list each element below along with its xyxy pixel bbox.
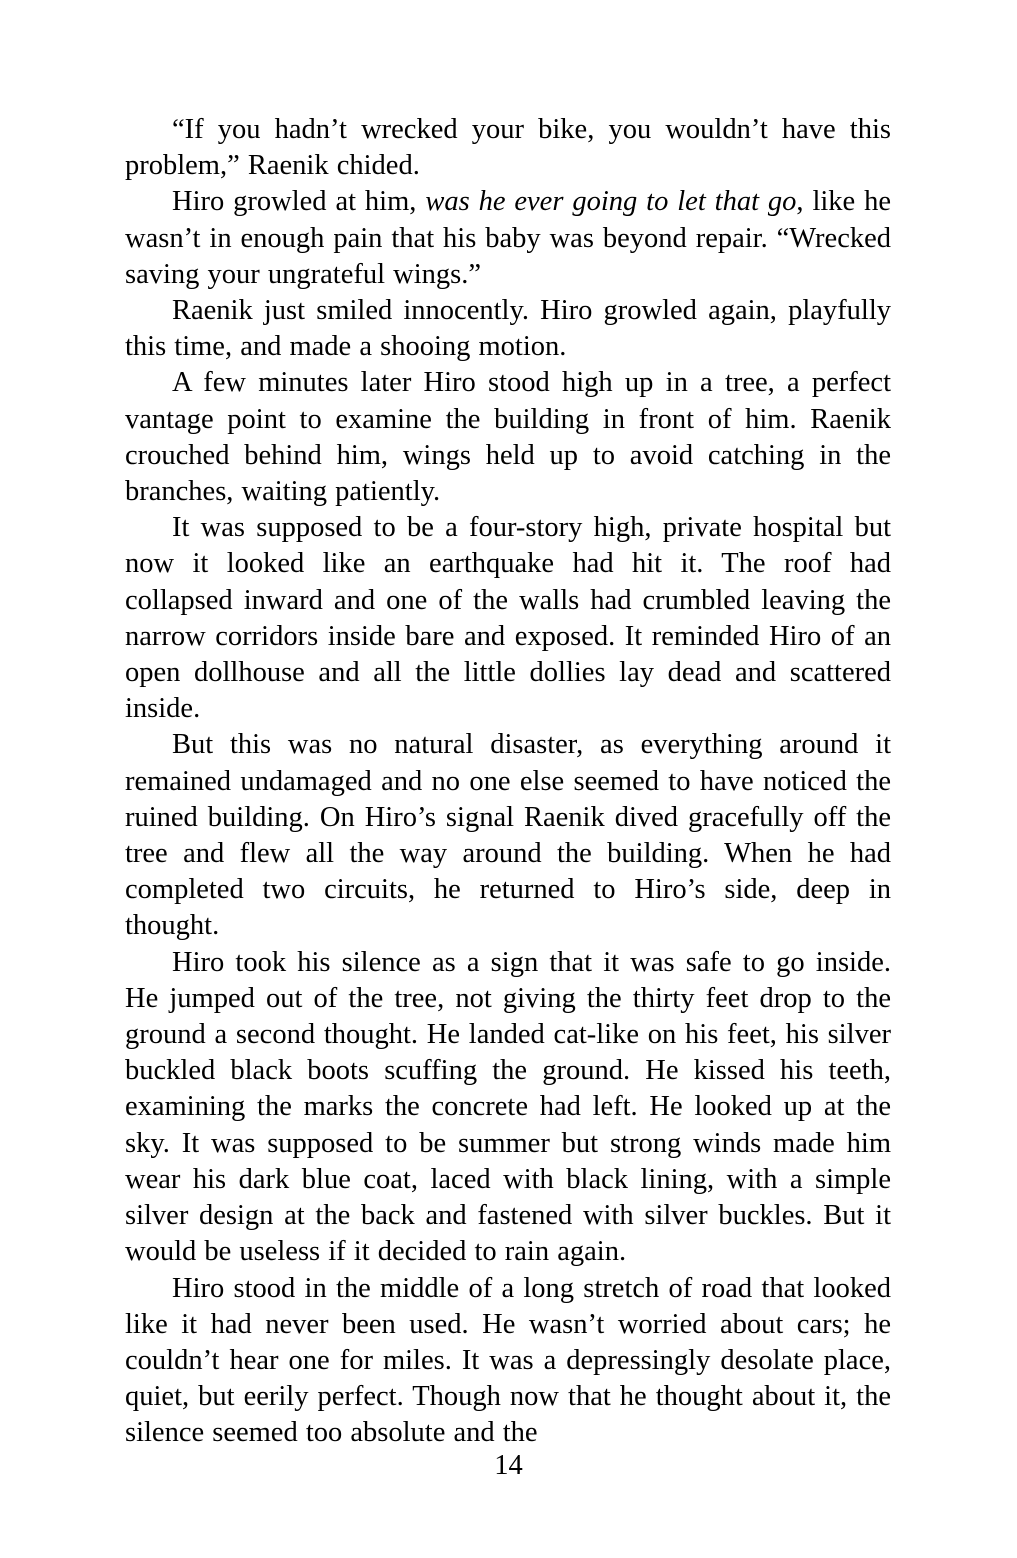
paragraph — [125, 1271, 891, 1452]
page-number: 14 — [494, 1450, 523, 1481]
text-segment: Hiro growled at him, — [172, 186, 426, 218]
text-segment: Hiro took his silence as a sign that it was safe to go inside. He jumped out of the tree, not giving the thirty feet drop to the ground a second thought. He landed cat-like on his feet, his silver buckled black boots scuffing the ground. He kissed his teeth, examining the marks the concrete had left. He looked up at the sky. It was supposed to be summer but strong winds made him wear his dark blue coat, laced with black lining, with a simple silver design at the back and fastened with silver buckles. But it would be useless if it decided to rain again. — [125, 946, 891, 1268]
text-segment: It was supposed to be a four-story high, private hospital but now it looked like an earthquake had hit it. The roof had collapsed inward and one of the walls had crumbled leaving the narrow corridors inside bare and exposed. It reminded Hiro of an open dollhouse and all the little dollies lay dead and scattered inside. — [125, 512, 891, 725]
paragraph — [125, 112, 891, 184]
paragraph — [125, 293, 891, 365]
text-segment: , like he wasn’t in enough pain that his baby was beyond repair. “Wrecked saving your ungrateful wings.” — [125, 186, 891, 290]
text-segment: Hiro stood in the middle of a long stretch of road that looked like it had never been used. He wasn’t worried about cars; he couldn’t hear one for miles. It was a depressingly desolate place, quiet, but eerily perfect. Though now that he thought about it, the silence seemed too absolute and the — [125, 1272, 891, 1449]
text-segment: A few minutes later Hiro stood high up in a tree, a perfect vantage point to examine the building in front of him. Raenik crouched behind him, wings held up to avoid catching in the branches, waiting patiently. — [125, 367, 891, 508]
text-segment: But this was no natural disaster, as everything around it remained undamaged and no one else seemed to have noticed the ruined building. On Hiro’s signal Raenik dived gracefully off the tree and flew all the way around the building. When he had completed two circuits, he returned to Hiro’s side, deep in thought. — [125, 729, 891, 942]
text-segment: “If you hadn’t wrecked your bike, you wouldn’t have this problem,” Raenik chided. — [125, 114, 891, 182]
paragraph — [125, 510, 891, 727]
paragraph — [125, 365, 891, 510]
paragraph — [125, 727, 891, 944]
text-segment: Raenik just smiled innocently. Hiro growled again, playfully this time, and made a shooing motion. — [125, 295, 891, 363]
italic-text-segment: was he ever going to let that go — [425, 186, 797, 218]
paragraph — [125, 945, 891, 1271]
paragraph — [125, 184, 891, 293]
page-body-text — [125, 112, 891, 1452]
